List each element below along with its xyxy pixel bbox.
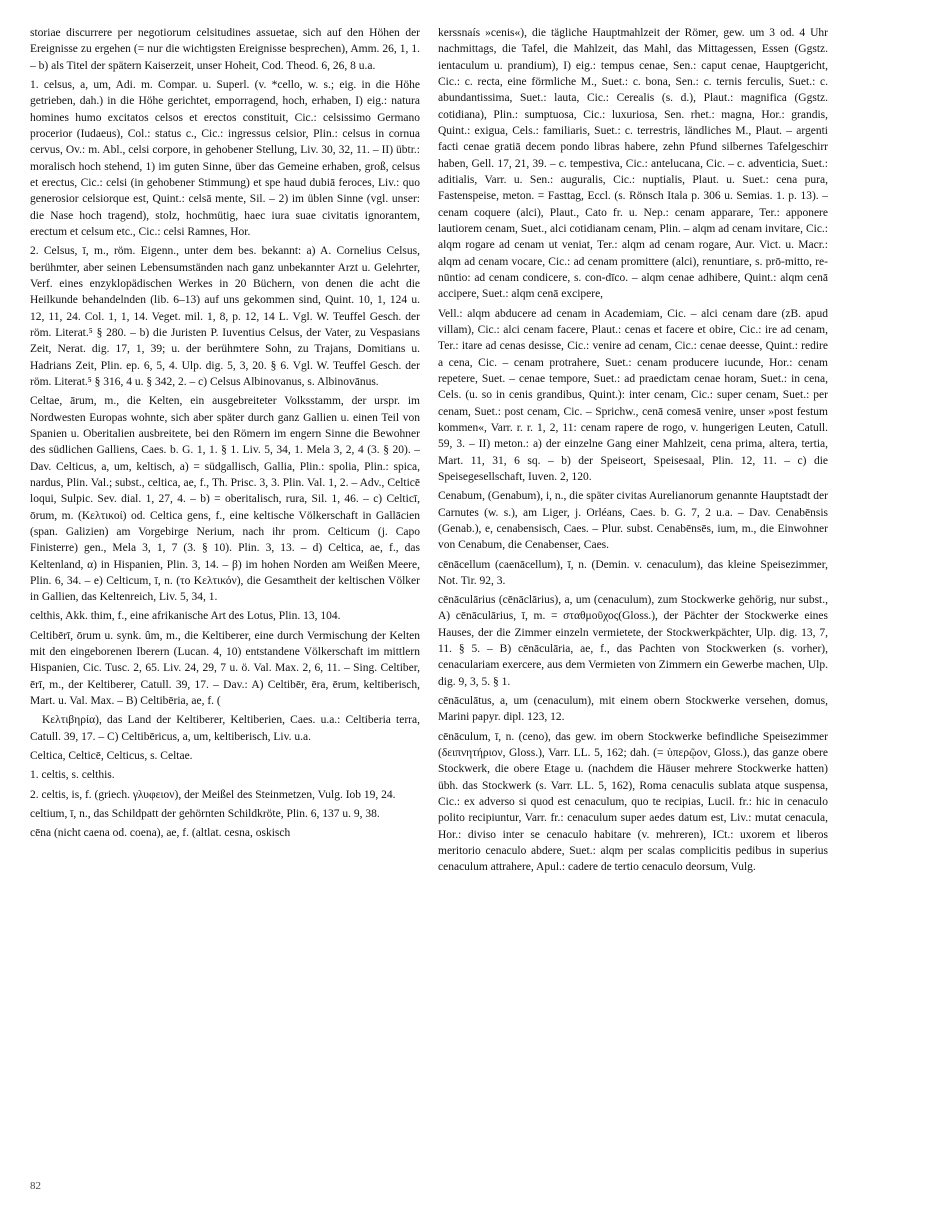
entry-cenacellum: cēnācellum (caenācellum), ī, n. (Demin. v. cenaculum), das kleine Speisezimmer, Not. Tir. 92, 3. xyxy=(438,558,828,587)
entry-celtium: celtium, ī, n., das Schildpatt der gehörnten Schildkröte, Plin. 6, 137 u. 9, 38. xyxy=(30,808,380,821)
entry-celsus-2: 2. Celsus, ī, m., röm. Eigenn., unter dem bes. bekannt: a) A. Cornelius Celsus, berühmter, aber seinen Lebensumständen nach ganz unbekannter Arzt u. Gelehrter, Verf. eines enzyklopädischen Werkes in 20 Büchern, von denen die acht die Heilkunde behandelnden (lib. 6–13) auf uns gekommen sind, Quint. 10, 1, 124 u. 12, 11, 24. Col. 1, 1, 14. Veget. mil. 1, 8, p. 12, 14 L. Vgl. W. Teuffel Gesch. der röm. Literat.⁵ § 280. – b) die Juristen P. Iuventius Celsus, der Vater, zu Vespasians Zeit, Nerat. dig. 17, 1, 39; u. der berühmtere Sohn, zu Trajans, Domitians u. Hadrians Zeit, Plin. ep. 6, 5, 4. Ulp. dig. 5, 3, 20. § 6. Vgl. W. Teuffel Gesch. der röm. Literat.⁵ § 316, 4 u. § 342, 2. – c) Celsus Albinovanus, s. Albinovānus. xyxy=(30,245,420,388)
entry-cenabum: Cenabum, (Genabum), i, n., die später civitas Aurelianorum genannte Hauptstadt der Carnutes (w. s.), am Liger, j. Orléans, Caes. b. G. 7, 2 u.a. – Dav. Cenabēnsis (Genab.), e, cenabensisch, Caes. – Plur. subst. Cenabēnsēs, ium, m., die Einwohner von Cenabum, die Cenabenser, Caes. xyxy=(438,490,828,552)
entry-celtis-1: 1. celtis, s. celthis. xyxy=(30,769,115,782)
entry-celtiberi: Celtibērī, ōrum u. synk. ûm, m., die Keltiberer, eine durch Vermischung der Kelten mit den eingeborenen Iberern (Lucan. 4, 10) entstandene Völkerschaft im mittlern Hispanien, Cic. Tusc. 2, 65. Liv. 24, 29, 7 u. ö. Val. Max. 2, 6, 11. – Sing. Celtiber, ērī, m., der Keltiberer, Catull. 39, 17. – Dav.: A) Celtibēr, ēra, ērum, keltiberisch, Mart. u. Val. Max. – B) Celtibēria, ae, f. ( xyxy=(30,629,420,708)
entry-celtiberia: Κελτιβηρία), das Land der Keltiberer, Keltiberien, Caes. u.a.: Celtiberia terra, Catull. 39, 17. – C) Celtibēricus, a, um, keltiberisch, Liv. u.a. xyxy=(30,714,420,743)
entry-cena-start: cēna (nicht caena od. coena), ae, f. (altlat. cesna, oskisch xyxy=(30,827,291,840)
dictionary-page xyxy=(30,25,920,1175)
entry-cenaculum: cēnāculum, ī, n. (ceno), das gew. im obern Stockwerke befindliche Speisezimmer (δειπνητήριον, Gloss.), Varr. LL. 5, 162; dah. (= ὑπερῷον, Gloss.), das ganze obere Stockwerk, die obere Etage u. (nachdem die Häuser mehrere Stockwerke hatten) übh. das Stockwerk (s. Varr. LL. 5, 162), Roma cenaculis sublata atque suspensa, Cic.: ex adverso si quod est cenaculum, quo te recipias, Lucil. fr.: hic in cenaculo polito recipiuntur, Varr. fr.: cenaculum super aedes datum est, Liv.: mutat cenacula, Hor.: diviso inter se cenaculo habitare (v. mehreren), ICt.: uxorem et liberos meritorio cenaculo abdere, Suet.: alqm per scalas complicitis pedibus in superius cenaculum attrahere, Apul.: cadere de tertio cenaculo deorsum, Vulg. xyxy=(438,730,828,874)
entry-cenacularius: cēnāculārius (cēnāclārius), a, um (cenaculum), zum Stockwerke gehörig, nur subst., A) cēnāculārius, ī, m. = σταθμοῦχος(Gloss.), der Pächter der Stockwerke eines Hauses, der die Zimmer einzeln vermietete, der Stockwerkpächter, Ulp. dig. 13, 7, 11. § 5. – B) cēnāculāria, ae, f., das Pachten von Stockwerken (s. vorher), cenaculariam exercere, aus dem Vermieten von Zimmern ein Gewerbe machen, Ulp. dig. 9, 3, 5. § 1. xyxy=(438,594,828,688)
entry-cenaculatus: cēnāculātus, a, um (cenaculum), mit einem obern Stockwerke versehen, domus, Marini papyr. dipl. 123, 12. xyxy=(438,695,828,724)
page-number: 82 xyxy=(30,1180,41,1192)
left-column xyxy=(30,25,420,1175)
right-column xyxy=(438,25,828,1175)
entry-celtis-2: 2. celtis, is, f. (griech. γλυφειον), der Meißel des Steinmetzen, Vulg. Iob 19, 24. xyxy=(30,788,396,801)
entry-celthis: celthis, Akk. thim, f., eine afrikanische Art des Lotus, Plin. 13, 104. xyxy=(30,610,341,623)
entry-celtae: Celtae, ārum, m., die Kelten, ein ausgebreiteter Volksstamm, der urspr. im Nordwesten Europas wohnte, sich aber später durch ganz Gallien u. einen Teil von Spanien u. Oberitalien ausbreitete, bei den Römern im engern Sinne die Bewohner des südlichen Galliens, Caes. b. G. 1, 1. § 1. Liv. 5, 34, 1. Mela 3, 2, 4 (3. § 20). – Dav. Celticus, a, um, keltisch, a) = südgallisch, Gallia, Plin.: spolia, Plin.: spica, nardus, Plin. Val.; subst., celtica, ae, f., Th. Prisc. 3, 3. Plin. Val. 1, 2. – Adv., Celticē loqui, Sulpic. Sev. dial. 1, 27, 4. – b) = oberitalisch, rura, Sil. 1, 46. – c) Celticī, ōrum, m. (Κελτικοί) od. Celtica gens, f., eine keltische Völkerschaft in Gallācien (span. Galizien) am Vorgebirge Nerium, nach ihr prom. Celticum (j. Capo Finisterre) gen., Mela 3, 1, 7 (3. § 10). Plin. 3, 13. – d) Celtica, ae, f., das Keltenland, α) in Hispanien, Plin. 3, 14. – β) im hohen Norden am Weißen Meere, Plin. 6, 34. – e) Celticum, ī, n. (το Κελτικόν), die Gesamtheit der keltischen Völker in Gallien, das Keltenreich, Liv. 5, 34, 1. xyxy=(30,395,420,604)
entry-cena-cont-2: Vell.: alqm abducere ad cenam in Academiam, Cic. – alci cenam dare (zB. apud villam), Cic.: alci cenam facere, Plaut.: cenas et facere et obire, Cic.: ire ad cenam, Ter.: itare ad cenas desisse, Cic.: venire ad cenam, Cic.: cenae deesse, Quint.: redire a cena, Cic. – cenam protrahere, Suet.: cenam producere iucunde, Hor.: cenam repetere, Suet. – cenae tempore, Suet.: ad praedictam cenae horam, Suet.: in cena, Cels. (u. so in cenis grandibus, Quint.): inter cenam, Cic.: super cenam, Suet.: per cenam, Suet.: post cenam, Cic. – Sprichw., cenā comesā venire, unser »post festum kommen«, Varr. r. r. 1, 2, 11: cenam rapere de rogo, v. hungerigen Leuten, Catull. 59, 3. – II) meton.: a) der einzelne Gang einer Mahlzeit, cena prima, altera, tertia, Mart. 11, 31, 6 sq. – b) der Speiseort, Speisesaal, Plin. 12, 11. – c) die Speisegesellschaft, Iuven. 2, 120. xyxy=(438,307,828,483)
entry-celtica: Celtica, Celticē, Celticus, s. Celtae. xyxy=(30,750,193,763)
entry-cena-cont: kerssnaís »cenis«), die tägliche Hauptmahlzeit der Römer, gew. um 3 od. 4 Uhr nachmittags, die Tafel, die Mahlzeit, das Mahl, das Mittagessen, Essen (Ggstz. ientaculum u. prandium), I) eig.: tempus cenae, Sen.: caput cenae, Hauptgericht, Cic.: c. recta, eine förmliche M., Suet.: c. bona, Sen.: c. ternis ferculis, Suet.: c. abundantissima, Suet.: lauta, Cic.: Cerealis (s. d.), Plaut.: magnifica (Ggstz. cotidiana), Plin.: sumptuosa, Cic.: luxuriosa, Sen. rhet.: magna, Hor.: grandis, Quint.: exigua, Cels.: familiaris, Suet.: c. terrestris, ländliches M., Plaut. – argenti facti cenae gratiā decem pondo libras habere, zehn Pfund silbernes Tafelgeschirr haben, Gell. 17, 21, 39. – c. tempestiva, Cic.: antelucana, Cic. – c. adventicia, Suet.: aditialis, Varr. u. Sen.: auguralis, Cic.: nuptialis, Plaut. u. Suet.: cena pura, Fastenspeise, meton. = Fasttag, Eccl. (s. Rönsch Itala p. 306 u. Semias. 1. p. 13). – cenam coquere (alci), Plaut., Cato fr. u. Nep.: cenam apparare, Ter.: apponere lautiorem cenam, Suet., alci cotidianam cenam, Plin. – alqm ad cenam invitare, Cic.: alqm rogare ad cenam ut veniat, Ter.: alqm ad cenam rogare, Aur. Vict. u. Macr.: alqm ad cenam vocare, Cic.: ad cenam promittere (alci), renuntiare, s. prō-mitto, re-nūntio: ad cenam condicere, s. con-dīco. – alqm cenae adhibere, Quint.: alqm cenā accipere, Suet.: alqm cenā excipere, xyxy=(438,27,828,301)
entry-text: storiae discurrere per negotiorum celsitudines assuetae, sich auf den Höhen der Ereignisse zu ergehen (= nur die wichtigsten Ereignisse besprechen), Amm. 26, 1, 1. – b) als Titel der spätern Kaiserzeit, unser Hoheit, Cod. Theod. 6, 26, 8 u.a. xyxy=(30,27,420,72)
entry-celsus-1: 1. celsus, a, um, Adi. m. Compar. u. Superl. (v. *cello, w. s.; eig. in die Höhe getrieben, dah.) in die Höhe gerichtet, emporragend, hoch, erhaben, I) eig.: natura homines humo excitatos celsos et erectos constituit, Cic.: celsissimo Germano procerior (Iudaeus), Col.: status c., Cic.: ingressus celsior, Plin.: celsus in cornua cervus, Ov.: m. Abl., celsi corpore, in gehobener Stellung, Liv. 30, 32, 11. – II) übtr.: moralisch hoch stehend, 1) im guten Sinne, über das Gemeine erhaben, groß, celsus et erectus, Cic.: celsi (in gehobener Stimmung) et spe haud dubiā feroces, Liv.: quo generosior celsiorque est, Quint.: celsā mente, Sil. – 2) im üblen Sinne (vgl. unser: die Nase hoch tragend), stolz, hochmütig, haec iura suae civitatis ignorantem, erectum et celsum etc., Cic.: celsi Ramnes, Hor. xyxy=(30,78,420,238)
